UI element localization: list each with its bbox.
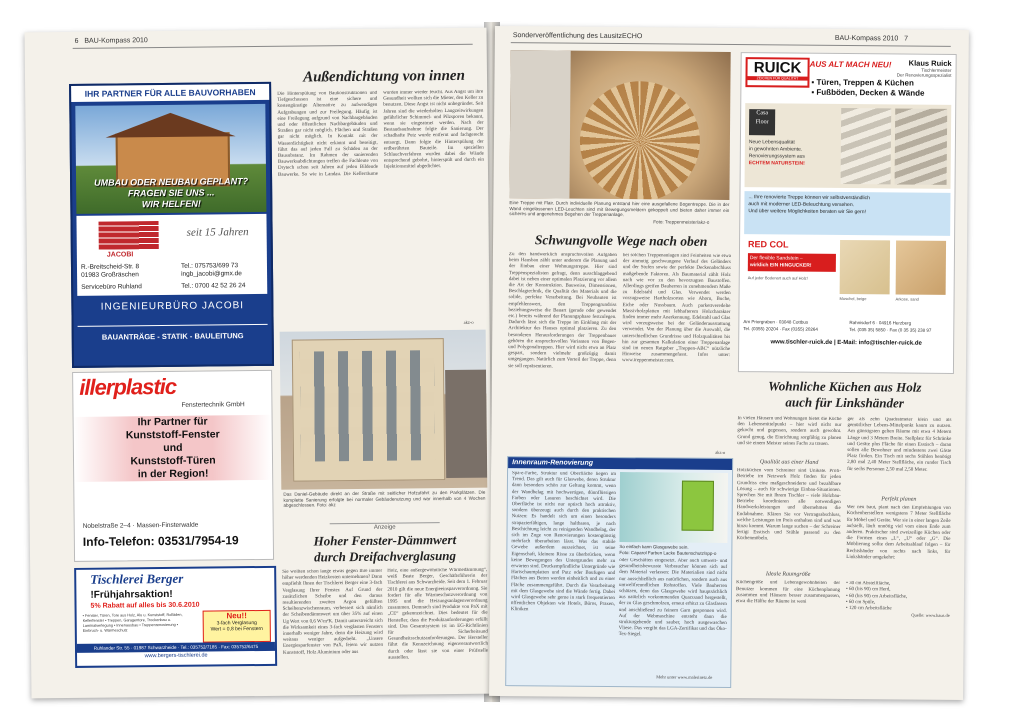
right-page	[489, 26, 969, 700]
header-title: BAU-Kompass 2010	[84, 37, 148, 45]
jacobi-services: BAUANTRÄGE - STATIK - BAULEITUNG	[78, 324, 268, 342]
house-photo	[75, 104, 266, 214]
article-wege-source: akz-o	[715, 449, 726, 455]
jacobi-logo-area	[76, 214, 267, 296]
kuechen-list: • 30 cm Abstellfläche, • 60 (bis 90) cm Herd, • 60 (bis 90) cm Arbeitsfläche, • 60 cm Spüle, • 120 cm Arbeitsfläche	[845, 581, 908, 612]
illerplastic-claim: Ihr Partner für Kunststoff-Fenster und Kunststoff-Türen in der Region!	[74, 415, 273, 482]
page-number: 6	[74, 37, 79, 45]
ruick-banner: AUS ALT MACH NEU!	[809, 59, 892, 70]
sample-2-label: Arkose, sand	[895, 296, 919, 302]
led-stairs-block: ... Ihre renovierte Treppe können wir selbstverständlich auch mit moderner LED-Beleuchtung versehen. Und über weitere Möglichkeiten beraten wir Sie gern!	[744, 191, 950, 236]
berger-title: Tischlerei Berger	[90, 570, 184, 587]
ruick-owner: Klaus Ruick Tischlermeister Der Renovierungsspezialist	[896, 58, 952, 78]
spiral-stairs	[579, 81, 700, 200]
building-photo	[280, 330, 488, 490]
header-rule	[73, 44, 473, 49]
jacobi-firm-name: INGENIEURBÜRO JACOBI	[100, 300, 245, 313]
subheading: Perfekt planen	[881, 496, 917, 503]
left-page	[25, 28, 494, 699]
berger-discount: 5% Rabatt auf alles bis 30.6.2010	[90, 601, 200, 610]
stairs-caption: Eine Treppe mit Flair. Durch individuelle Planung entstand hier eine ausgefallene Bogentreppe. Die in der Wand eingelassenen LED-Leuchten sind mit Bewegungsmeldern gekoppelt und bieten daher immer ein sicheres und angenehmes Begehen der Treppenanlage.	[509, 200, 730, 218]
article-title-wege: Schwungvolle Wege nach oben	[534, 232, 708, 249]
illerplastic-logo: illerplastic	[79, 373, 177, 400]
since-text: seit 15 Jahren	[186, 226, 249, 239]
right-page-header-right	[835, 35, 908, 43]
header-title: BAU-Kompass 2010	[834, 34, 899, 43]
stone-stairs-photo	[841, 108, 892, 184]
ad-banner: IHR PARTNER FÜR ALLE BAUVORHABEN	[71, 84, 269, 102]
illerplastic-subtitle: Fenstertechnik GmbH	[181, 401, 245, 409]
article-wege-col2: bei solchen Treppenanlagen sind Feinheiten wie etwa der anmutig geschwungene Verlauf des Geländers und der Stufen sowie der perfekte Deckenabschluss maßgebende Faktoren. Als Baumaterial zählt Holz nach wie vor zu den bevorzugten Baustoffen. Allerdings greifen Bauherren in zunehmendem Maße zu Edelstahl und Glas. Verwendet werden vorzugsweise Hartholzsorten wie Ahorn, Buche, Eiche oder Nussbaum. Auch parkettveredelte Massivholzplatten mit lebhafterem Holzcharakter finden immer mehr Anerkennung. Edelstahl und Glas wird vorzugsweise bei der Geländerausstattung verwendet. Von der Planung über die Auswahl, die unterschiedlichen Grundrisse und Holzqualitäten bis hin zur gesamten Kalkulation einer Treppenanlage sind im neuen Ratgeber „Treppen-ABC“ nützliche Hinweise zusammengefasst. Infos unter: www.treppenmeister.com.	[621, 253, 731, 364]
redcol-claim: Der flexible Sandstein – wirklich EIN HINGUCKER!	[748, 253, 836, 272]
article-title-kuechen: Wohnliche Küchen aus Holz auch für Linkshänder	[768, 378, 922, 411]
towel-shape	[682, 481, 714, 531]
illerplastic-address: Nobelstraße 2–4 · Massen-Finsterwalde	[82, 521, 199, 530]
building-neighbor	[445, 370, 487, 478]
ad-ruick	[738, 52, 957, 374]
ad-berger	[74, 566, 277, 668]
stairs-photo	[509, 50, 730, 200]
house-roof	[105, 112, 235, 137]
right-page-header-left: Sonderveröffentlichung des LausitzECHO	[512, 32, 643, 41]
article-body-aussendichtung: Die Hinterspülung von Baukonstruktionen und Tiefgeschossen ist eine sichere und kostengünstige Alternative zu aufwendigen Aufgrabungen und zur Freilegung. Häufig ist eine Freilegung aufgrund von Nachbargebäuden und oder öffentlichen Nachbargebäuden und Straßen gar nicht möglich. Flächen und Straßen gar nicht möglich. In Kontakt mit der Wasserdichtigkeit nicht erkannt und beseitigt, führt das auf jeden Fall zu Schäden an der Bausubstanz. Im Rahmen der sanierenden Bauwerksabdichtungen treffen die Fachleute von Drytech schon seit Jahren auf jeden Bildende Bauwerke. So wie in Landau. Die Kellerräume wurden immer wieder feucht. Aus Angst um ihre Gesundheit wollten sich die Mieter, den Keller zu benutzen. Diese Angst ist nicht unbegründet. Seit Jahren sind die wiederholten Langzeitwirkungen gefährlicher Schimmel- und Pilzsporen bekannt, wenn sie eingeatmet werden. Nach der Bestandsaufnahme folgte die Sanierung. Der schadhafte Putz wurde entfernt und fachgerecht entsorgt. Dann folgte die Hinterspülung der erdberührten Bauteile. Im speziellen Schlauchverfahren wurden dabei die Wände entsprechend gebohrt, hinterspült und durch ein Injektionsmittel abgedichtet.	[277, 89, 484, 178]
article-fenster-col2: Holz, eine außergewöhnliche Wärmedämmung“, weiß Beate Berger, Geschäftsführerin der Tischlerei aus Schwarzheide. Seit dem 1. Februar 2010 gilt die neue Energieeinsparverordnung. Sie fordert für alle Wärmeschutzverordnung von 1995 und die Heizungsanlagenverordnung zusammen. Demnach sind Produkte von PaX mit „CE“ gekennzeichnet. Dies bedeutet für die Hersteller, dass die Produktanforderungen erfüllt sind. Das Gesamtsystem ist im EG-Richtlinien für Sicherheitsund Gesundheitsschutzanforderungen. Der Hersteller führt die Kennzeichnung eigenverantwortlich durch oder lässt sie von einer Prüfstelle ausstellen.	[387, 567, 489, 661]
casa-floor-logo: Casa Floor	[749, 109, 775, 135]
stone-stairs-photo-2	[895, 108, 948, 184]
building-windows	[300, 350, 435, 461]
ad-jacobi	[69, 82, 274, 368]
article-kuechen-col2: ger als zehn Quadratmeter klein und als gemütlicher Lebens-Mittelpunkt kaum zu nutzen. Am günstigsten gelten Räume mit etwa 4 Metern Länge und 3 Metern Breite. Stellplatz für Schränke und Geräte plus Fläche für einen Esstisch – daran sollen alle Bewohner und mindestens zwei Gäste Platz finden. Ein Tisch mit sechs Stühlen benötigt 2,80 mal 2,40 Meter Stellfläche, ein runder Tisch für sechs Personen 2,50 mal 2,50 Meter. Perfekt planen Wer neu baut, plant nach den Empfehlungen von Küchenherstellern wenigstens 7 Meter Stellfläche für Möbel und Geräte. Wer sie in einer langen Zeile aufstellt, läuft unnötig viel vom einen Ende zum anderen. Praktischer sind zweizeilige Küchen oder die Formen eines „L“, „U“ oder „G“. Die Möblierung sollte dem Arbeitsablauf folgen – für Rechtshänder von rechts nach links, für Linkshänder umgekehrt: • 30 cm Abstellfläche, • 60 (bis 90) cm Herd, • 60 (bis 90) cm Arbeitsfläche, • 60 cm Spüle, • 120 cm Arbeitsfläche Quelle: www.haus.de	[845, 417, 952, 619]
kuechen-source: Quelle: www.haus.de	[911, 612, 950, 619]
box-source: Mehr unter www.malerinetz.de	[656, 674, 713, 680]
article-fenster-col1: Sie wollten schon lange etwas gegen Ihre immer höher werdenden Heizkosten unternehmen? Dann empfiehlt Ihnen der Tischlerei Berger eine 3-fach Verglasung Ihrer Fenster. Auf Grund der zusätzlichen Scheibe und den daraus resultierenden zweiten Argon gefüllten Scheibenzwischenraum, verbessert sich nämlich der Scheibendämmwert um über 35% auf einen Ug Wert von 0,6 W/m²K. Damit unterstreicht sich die Wirksamkeit eines 3-fach verglasten Fensters innerhalb weniger Jahre, denn die Heizung wird weitaus weniger aufgedreht. „Unsere Energiesparfenster von PaX, feiern wir nutzen Kunststoff, Holz Aluminium oder aus	[282, 568, 383, 656]
casa-floor-block	[745, 103, 952, 189]
ruick-web: www.tischler-ruick.de | E-Mail: info@tischler-ruick.de	[770, 339, 922, 347]
article-title-aussendichtung: Außendichtung von innen	[303, 67, 465, 86]
berger-new-badge: Neu!! 3-fach Verglasung Wert = 0,8 bei Fenstern	[203, 610, 271, 643]
anzeige-label: Anzeige	[330, 522, 440, 531]
box-title: Innenraum-Renovierung	[508, 457, 732, 470]
brick-logo-icon	[99, 221, 159, 250]
sample-1-label: Muschel, beige	[839, 295, 867, 302]
box-col2: oder Geschäften eingesetzt. Aber auch umwelt- und gesundheitsbewusste Verbraucher können sich auf dem Material verlassen: Die Materialien sind nicht nur ausschließlich aus natürlichen, sondern auch aus umweltfreundlichen Rohstoffen. Viele Bauherren schätzen, denn das Glasgewebe wird hauptsächlich aus natürlich vorkommenden Quarzsand hergestellt, der zu Glas geschmolzen, erneut erhitzt zu Glasfasern und anschließend zu feinem Garn gesponnen wird. Auf der Webmaschine entsteht dann die strukturgebende und sauber, hoch ausgewaschen Vliese. Das vergibt das LGA-Zertifikat und das Öko-Tex-Siegel.	[618, 558, 728, 638]
stairs-credit: Foto: Treppenmeister/akz-o	[653, 219, 710, 225]
glass-fabric-photo	[619, 472, 728, 543]
article-wege-col1: Zu den handwerklich anspruchsvollen Aufgaben beim Hausbau zählt unter anderem die Planung und der Einbau einer Wohnungstreppe. Hier sind Treppenspezialisten gefragt, denn ausschlaggebend dabei ist neben einer optimalen Platzierung vor allem die Art der Konstruktion. Bauweise, Dimensionen, Beschlagtechnik, die Qualität des Materials und die solide, perfekte Verarbeitung. Bei Neubauten ist empfehlenswert, den Treppengrundriss beziehungsweise die Bauart (gerade oder gewendet etc.) bereits während der Planungsphase festzulegen. Dadurch lässt sich die Treppe im Einklang mit der Architektur des Hauses optimal platzieren. Zu den besonderen Herausforderungen der Treppenbauer gehören die anspruchsvollen Varianten von Bogen- und Polygonaltreppen. Hier wird nicht etwa an Platz gespart, sondern vielmehr großzügig damit umgegangen. Natürlich zum Vorteil der Treppe, denn sie soll repräsentieren.	[507, 252, 617, 370]
ruick-address-2: Rahnisdorf 6 · 04916 Herzberg Tel. (035 35) 5850 · Fax (0 35 35) 238 97	[849, 320, 932, 333]
casa-floor-text: Neue Lebensqualität in gewohnten Ambiente. Renovierungssystem aus ECHTEM NATURSTEIN!	[748, 139, 805, 167]
ad-illerplastic	[72, 370, 274, 562]
page-number: 7	[904, 35, 909, 43]
berger-promo: !Frühjahrsaktion!	[90, 588, 173, 601]
illerplastic-phone: Info-Telefon: 03531/7954-19	[82, 533, 239, 549]
redcol-block	[743, 237, 950, 313]
subheading: Qualität aus einer Hand	[759, 459, 819, 466]
article-kuechen-col1: In vielen Häusern und Wohnungen bietet die Küche den Lebensmittelpunkt – hier wird nicht nur gekocht und gegessen, sondern auch gewohnt. Grund genug, die Einrichtung sorgfältig zu planen und sie einem Meister seines Fachs zu trauen. Qualität aus einer Hand Holzküchen vom Schreiner sind Unikate. Profi-Betriebe im Netzwerk Holz finden für jeden Grundriss eine maßgeschneiderte und bezahlbare Lösung – auch für schwierige Einbau-Situationen. Sprechen Sie mit Ihrem Tischler – viele Holzbau-Betriebe koordinieren alle notwendigen Handwerksleistungen und übernehmen die Endabnahme. Klären Sie vor Vertragsabschluss, welche Leistungen im Preis enthalten sind und was hinzu kommt. Warum lange suchen – der Schreiner fertigt Esstisch und Stühle passend zu den Küchenmöbeln. Ideale Raumgröße Küchengröße und Lebensgewohnheiten der Benutzer kommen für eine Küchenplanung zusammen und Häusern besser zusammenpassen, etwa die Hälfte der Räume ist weni	[735, 416, 842, 605]
subheading: Ideale Raumgröße	[765, 571, 811, 578]
jacobi-service-tel: Tel.: 0700 42 52 26 24	[181, 282, 246, 290]
ruick-bullets: ▪ Türen, Treppen & Küchen ▪ Fußböden, Decken & Wände	[811, 77, 925, 98]
left-page-header	[75, 37, 148, 45]
berger-web: www.bergers-tischlerei.de	[144, 652, 208, 660]
article-title-fenster: Hoher Fenster-Dämmwert durch Dreifachverglasung	[313, 531, 457, 565]
box-body: Spa-e-Farbe, Struktur und Oberfläche liegen im Trend. Das gilt auch für Glaswebe, deren Struktur dann besonders schön zur Geltung kommt, wenn der Wandbelag mit hochwertigen, dünnflüssigen Farben oder Lasuren beschichtet wird. Die Oberfläche ist nicht nur optisch hoch attraktiv, sondern überzeugt auch durch den praktischen Nutzen: Es handelt sich um einen besonders strapazierfähigen, lange haltbaren, je nach Beschichtung leicht zu reinigenden Wandbelag, der sich im Zuge von Renovierungen kostengünstig mehrfach überarbeiten lässt. Was das stabile Gewebe außerdem auszeichnet, ist seine Eigenschaft, kleinere Risse zu überbrücken, wenn keine Bewegungen des Untergrundes mehr zu erwarten sind. Druckempfindliche Untergründe wie Hartschaumplatten und Putz oder Baufugen und Flächen aus Beton werden einheitlich und zu einer Fläche zusammengeführt. Durch die Verarbeitung mit dem Glasgewebe sind die Wände fertig. Dabei wird Glasgewebe sehr gerne in stark frequentierten öffentlichen Objekten wie Hotels, Büros, Praxen, Kliniken	[510, 471, 617, 613]
berger-footer: Ruhlander Str. 55 · 01987 Schwarzheide · Tel.: 035752/7185 · Fax: 035752/6475	[77, 642, 275, 653]
stairs-wall	[509, 50, 570, 199]
redcol-note: Auf jeder Bodenart auch auf Holz!	[747, 275, 808, 281]
ruick-address-1: Am Priorgraben · 03048 Cottbus Tel. (0355) 20204 · Fax (0355) 20264	[743, 319, 818, 332]
article-source: akz-o	[463, 319, 474, 325]
header-rule	[511, 42, 951, 47]
jacobi-logo-name: JACOBI	[106, 251, 134, 259]
sandstone-sample-1	[840, 240, 890, 294]
jacobi-address: R.-Breitscheid-Str. 8 01983 Großräschen	[80, 263, 140, 279]
ruick-logo: RUICK ZEICHEN FÜR QUALITÄT	[745, 57, 809, 88]
building-caption: Das Daniel-Gebäude direkt an der Straße mit seitlicher Hofzufahrt zu den Parkplätzen. Die komplette Sanierung erfolgte bei normaler Gebäudenutzung und war innerhalb von 4 Wochen abgeschlossen. Foto: akz	[283, 489, 486, 508]
redcol-logo: RED COL	[747, 239, 789, 250]
ad-slogan: UMBAU ODER NEUBAU GEPLANT? FRAGEN SIE UNS ... WIR HELFEN!	[94, 176, 249, 210]
box-innenraum	[505, 456, 733, 688]
glass-fabric-caption: So einfach kann Glasgewebe sein. Foto: Caparol Farben Lacke Bautenschutz/spp-o	[619, 544, 717, 556]
jacobi-service: Servicebüro Ruhland	[81, 283, 142, 291]
berger-list: • Fenster, Türen, Tore aus Holz, Alu u. Kunststoff, Rolläden, Kellerfenster • Treppen, Garagentore, Trockenbau u. Laminatverlegung • Innenausbau • Treppenrenovierung • Einbruch- u. Wärmeschutz	[82, 612, 183, 633]
sandstone-sample-2	[896, 240, 946, 294]
jacobi-contact: Tel.: 075753/699 73 ingb_jacobi@gmx.de	[180, 262, 242, 278]
